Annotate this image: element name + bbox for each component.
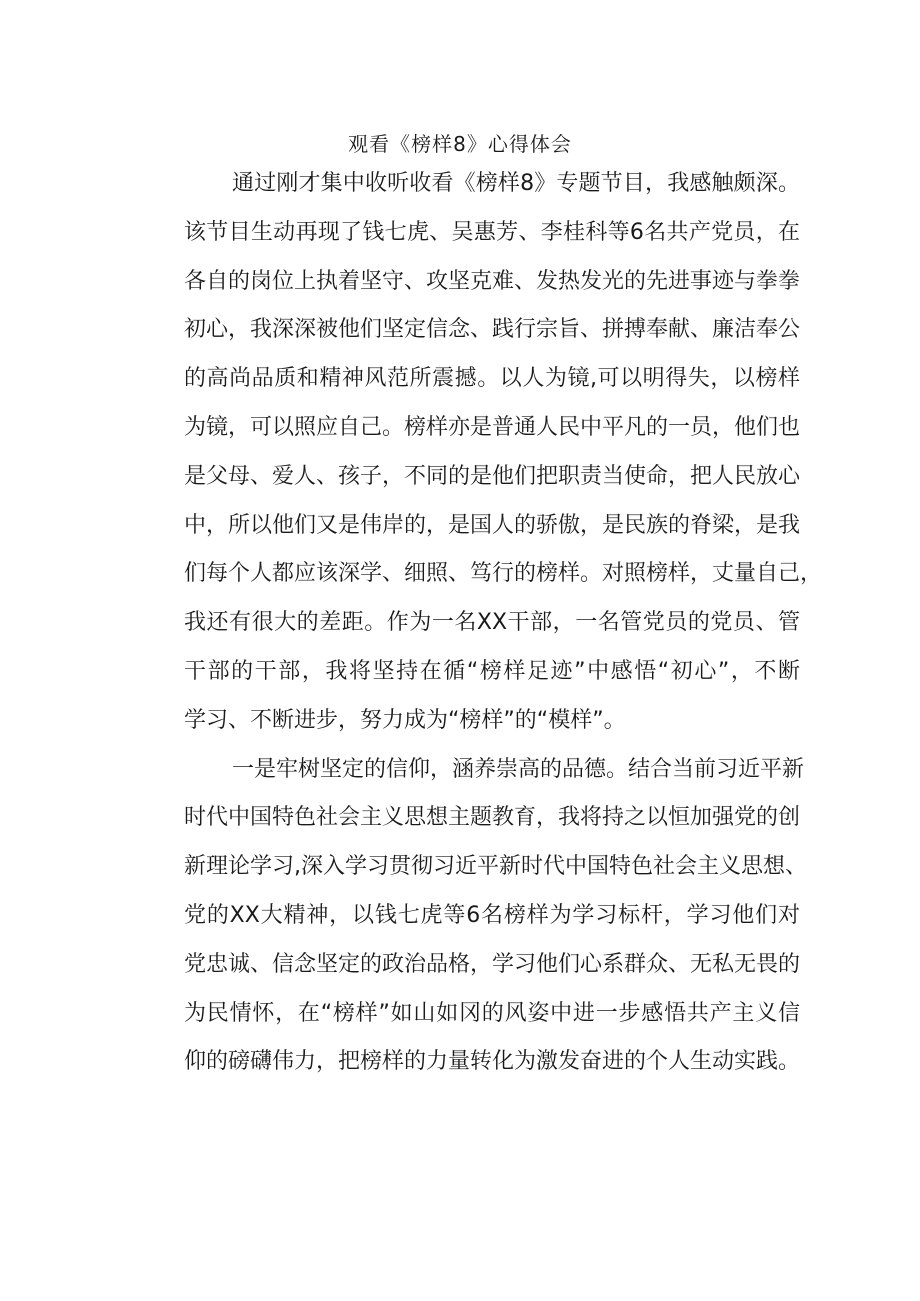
text-line: 新理论学习,深入学习贯彻习近平新时代中国特色社会主义思想、 [184,854,807,880]
text-line: 该节目生动再现了钱七虎、吴惠芳、李桂科等6名共产党员，在 [184,219,800,245]
text-line: 是父母、爱人、孩子，不同的是他们把职责当使命，把人民放心 [184,463,801,489]
text-line: 干部的干部，我将坚持在循“榜样足迹”中感悟“初心”，不断 [184,658,800,684]
document-body [140,160,823,1087]
text-line: 一是牢树坚定的信仰，涵养崇高的品德。结合当前习近平新 [232,756,805,782]
document-title: 观看《榜样8》心得体会 [348,132,572,156]
text-line: 中，所以他们又是伟岸的，是国人的骄傲，是民族的脊梁，是我 [184,512,801,538]
text-line: 为民情怀，在“榜样”如山如冈的风姿中进一步感悟共产主义信 [184,1000,800,1026]
text-line: 学习、不断进步，努力成为“榜样”的“模样”。 [184,707,626,733]
text-line: 为镜，可以照应自己。榜样亦是普通人民中平凡的一员，他们也 [184,414,801,440]
text-line: 我还有很大的差距。作为一名XX干部，一名管党员的党员、管 [184,610,800,636]
text-line: 的高尚品质和精神风范所震撼。以人为镜,可以明得失，以榜样 [184,366,800,392]
text-line: 党的XX大精神，以钱七虎等6名榜样为学习标杆，学习他们对 [184,902,800,928]
paragraph-2 [140,746,807,1088]
text-line: 初心，我深深被他们坚定信念、践行宗旨、拼搏奉献、廉洁奉公 [184,317,801,343]
text-line: 仰的磅礴伟力，把榜样的力量转化为激发奋进的个人生动实践。 [184,1049,801,1075]
text-line: 们每个人都应该深学、细照、笃行的榜样。对照榜样，丈量自己， [184,561,823,587]
paragraph-1 [140,160,823,746]
text-line: 通过刚才集中收听收看《榜样8》专题节目，我感触颇深。 [232,171,800,196]
text-line: 党忠诚、信念坚定的政治品格，学习他们心系群众、无私无畏的 [184,951,801,977]
text-line: 各自的岗位上执着坚守、攻坚克难、发热发光的先进事迹与拳拳 [184,268,801,294]
text-line: 时代中国特色社会主义思想主题教育，我将持之以恒加强党的创 [184,805,801,831]
